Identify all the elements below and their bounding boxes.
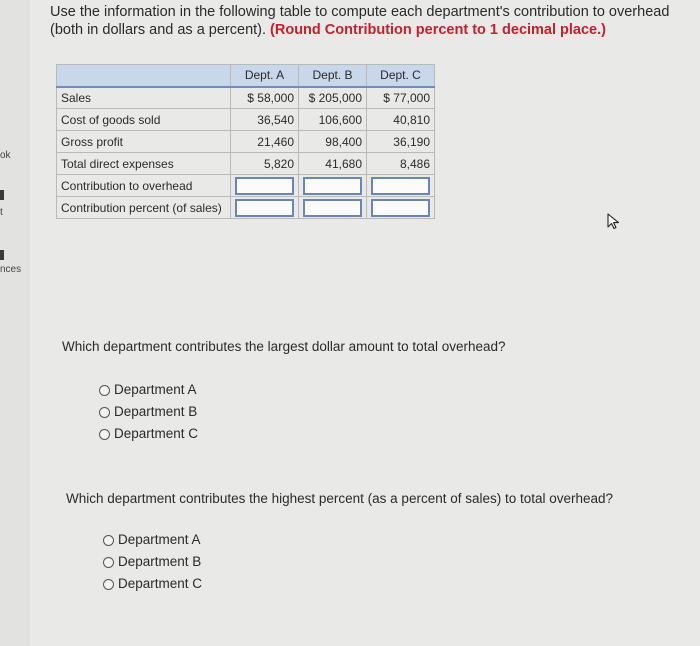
sidebar-label-2[interactable]: t [0,207,3,218]
question-2-text: Which department contributes the highest percent (as a percent of sales) to total overhead? [66,491,614,506]
cell-dept-b: $ 205,000 [299,87,367,109]
header-dept-c: Dept. C [367,65,435,87]
option-label: Department B [114,404,198,419]
cell-dept-a: $ 58,000 [231,87,299,109]
row-label: Contribution percent (of sales) [57,197,231,219]
contribution-dept-a-cell [231,175,299,197]
row-label: Sales [57,87,231,109]
sidebar-marker [0,190,4,200]
cell-dept-c: $ 77,000 [367,87,435,109]
instructions [50,3,690,39]
percent-dept-a-cell [231,197,299,219]
cell-dept-c: 36,190 [367,131,435,153]
contribution-dept-c-cell [367,175,435,197]
contribution-dept-b-cell [299,175,367,197]
contribution-dept-c-input[interactable] [371,177,430,195]
cell-dept-b: 98,400 [299,131,367,153]
radio-icon[interactable] [99,407,110,418]
option-label: Department C [118,576,203,591]
instructions-emphasis: (Round Contribution percent to 1 decimal place.) [270,22,606,38]
row-label: Cost of goods sold [57,109,231,131]
mouse-pointer-icon [605,212,623,230]
department-table [56,64,435,219]
q1-option-dept-b[interactable] [99,401,198,423]
table-header-row [57,65,435,87]
percent-dept-b-cell [299,197,367,219]
radio-icon[interactable] [103,535,114,546]
question-1-options [99,379,198,445]
sidebar-marker [0,250,4,260]
instructions-text: Use the information in the following table to compute each department's contribution to overhead (both in dollars and as a percent). [50,4,670,38]
percent-dept-c-input[interactable] [371,199,430,217]
radio-icon[interactable] [103,557,114,568]
row-label: Gross profit [57,131,231,153]
table-row [57,87,435,109]
table-row-input [57,197,435,219]
percent-dept-a-input[interactable] [235,199,294,217]
option-label: Department A [118,532,201,547]
percent-dept-c-cell [367,197,435,219]
radio-icon[interactable] [99,429,110,440]
table-corner-cell [57,65,231,87]
table-row [57,131,435,153]
table-row [57,109,435,131]
left-sidebar-strip [0,0,30,646]
header-dept-a: Dept. A [231,65,299,87]
cell-dept-a: 21,460 [231,131,299,153]
option-label: Department C [114,426,199,441]
q2-option-dept-c[interactable] [103,573,202,595]
contribution-dept-b-input[interactable] [303,177,362,195]
percent-dept-b-input[interactable] [303,199,362,217]
radio-icon[interactable] [99,385,110,396]
q1-option-dept-a[interactable] [99,379,198,401]
header-dept-b: Dept. B [299,65,367,87]
sidebar-label-3[interactable]: nces [0,264,22,275]
option-label: Department A [114,382,197,397]
cell-dept-a: 5,820 [231,153,299,175]
q2-option-dept-a[interactable] [103,529,202,551]
row-label: Contribution to overhead [57,175,231,197]
option-label: Department B [118,554,202,569]
question-1-text: Which department contributes the largest dollar amount to total overhead? [62,339,506,354]
radio-icon[interactable] [103,579,114,590]
question-2-options [103,529,202,595]
table-row-input [57,175,435,197]
cell-dept-b: 41,680 [299,153,367,175]
cell-dept-a: 36,540 [231,109,299,131]
cell-dept-c: 8,486 [367,153,435,175]
cell-dept-b: 106,600 [299,109,367,131]
row-label: Total direct expenses [57,153,231,175]
table-row [57,153,435,175]
sidebar-label-1[interactable]: ok [0,150,11,161]
contribution-dept-a-input[interactable] [235,177,294,195]
cell-dept-c: 40,810 [367,109,435,131]
q2-option-dept-b[interactable] [103,551,202,573]
q1-option-dept-c[interactable] [99,423,198,445]
